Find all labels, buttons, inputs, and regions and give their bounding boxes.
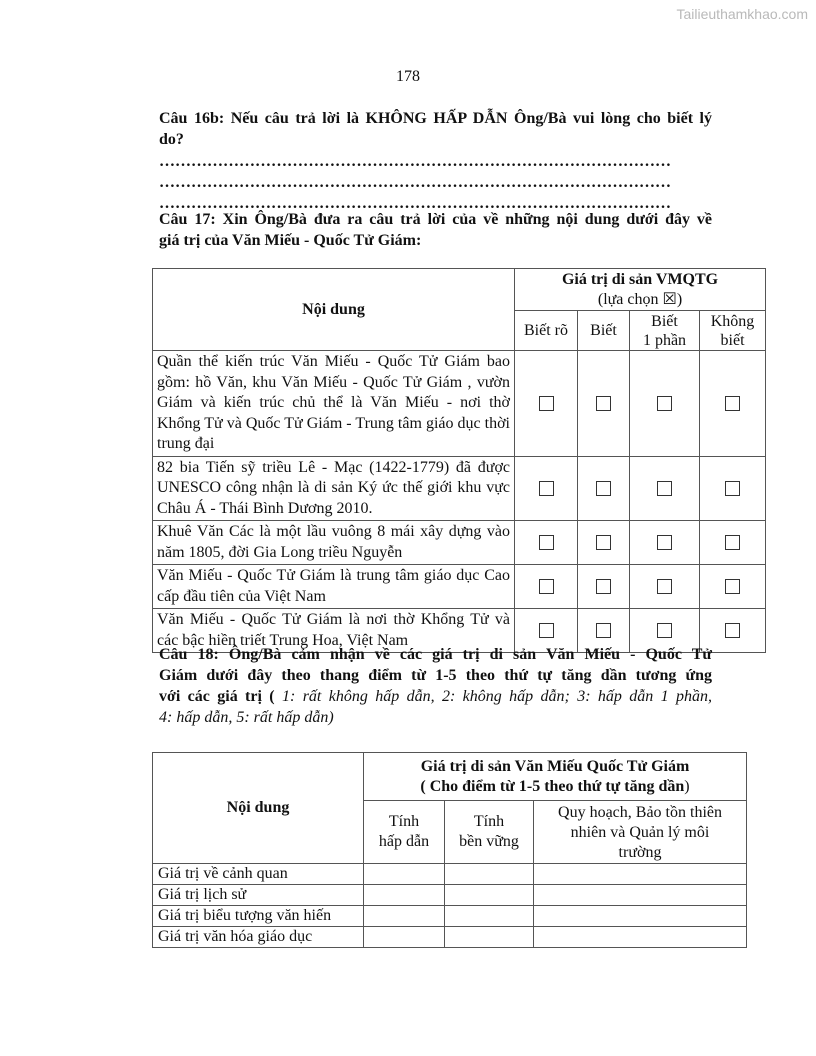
- score-cell-ben-vung[interactable]: [445, 906, 534, 927]
- group-title: Giá trị di sản Văn Miếu Quốc Tử Giám: [420, 757, 690, 775]
- option-label: Biết rõ: [524, 322, 568, 339]
- score-cell-ben-vung[interactable]: [445, 864, 534, 885]
- checkbox-biet[interactable]: [596, 396, 611, 411]
- col-header-content: Nội dung: [153, 269, 515, 351]
- criteria-cell: Giá trị văn hóa giáo dục: [153, 927, 364, 948]
- score-cell-hap-dan[interactable]: [364, 906, 445, 927]
- score-cell-ben-vung[interactable]: [445, 885, 534, 906]
- checkbox-biet-1-phan[interactable]: [657, 481, 672, 496]
- checkbox-biet-1-phan[interactable]: [657, 535, 672, 550]
- score-cell-quy-hoach[interactable]: [534, 927, 747, 948]
- q18-line3: [159, 686, 712, 707]
- col-label: Tính: [473, 813, 505, 830]
- col-label: Tính: [388, 813, 420, 830]
- score-cell-quy-hoach[interactable]: [534, 906, 747, 927]
- checkbox-biet-1-phan[interactable]: [657, 579, 672, 594]
- group-subtitle-end: ): [684, 777, 690, 795]
- checkbox-biet-1-phan[interactable]: [657, 623, 672, 638]
- option-label: Không: [710, 312, 755, 330]
- q18-line1: Câu 18: Ông/Bà cảm nhận về các giá trị di sản Văn Miếu - Quốc Tử: [159, 646, 712, 663]
- checkbox-biet-ro[interactable]: [539, 396, 554, 411]
- q17-line2: giá trị của Văn Miếu - Quốc Tử Giám:: [159, 232, 422, 249]
- group-subtitle-bold: ( Cho điểm từ 1-5 theo thứ tự tăng dần: [420, 777, 685, 795]
- checkbox-khong-biet[interactable]: [725, 481, 740, 496]
- q17-line1: Câu 17: Xin Ông/Bà đưa ra câu trả lời của về những nội dung dưới đây về: [159, 211, 712, 228]
- criteria-cell: Giá trị về cảnh quan: [153, 864, 364, 885]
- statement-cell: Quần thể kiến trúc Văn Miếu - Quốc Tử Giám bao gồm: hồ Văn, khu Văn Miếu - Quốc Tử Giám , vườn Giám và kiến trúc chủ thể là Văn Miếu - nơi thờ Khổng Tử và Quốc Tử Giám - Trung tâm giáo dục thời trung đại: [153, 351, 515, 457]
- checkbox-khong-biet[interactable]: [725, 579, 740, 594]
- option-header-biet-ro: [515, 311, 578, 351]
- checkbox-khong-biet[interactable]: [725, 623, 740, 638]
- col-label: Quy hoạch, Bảo tồn thiên: [558, 804, 722, 821]
- q16b-line2: do?: [159, 131, 184, 148]
- checkbox-biet-1-phan[interactable]: [657, 396, 672, 411]
- statement-cell: Văn Miếu - Quốc Tử Giám là nơi thờ Khổng Tử và các bậc hiền triết Trung Hoa, Việt Nam: [153, 609, 515, 653]
- q18-line4: 4: hấp dẫn, 5: rất hấp dẫn): [159, 709, 334, 726]
- option-label: Biết: [651, 312, 678, 330]
- option-header-khong-biet: [700, 311, 766, 351]
- statement-cell: Văn Miếu - Quốc Tử Giám là trung tâm giáo dục Cao cấp đầu tiên của Việt Nam: [153, 565, 515, 609]
- group-header: [364, 753, 747, 801]
- option-label-2: biết: [720, 331, 745, 349]
- score-cell-hap-dan[interactable]: [364, 885, 445, 906]
- group-title: Giá trị di sản VMQTG: [561, 270, 719, 288]
- score-cell-hap-dan[interactable]: [364, 927, 445, 948]
- watermark: Tailieuthamkhao.com: [676, 6, 808, 22]
- option-header-biet: [578, 311, 630, 351]
- col-label-2: bền vững: [459, 833, 519, 850]
- checkbox-biet-ro[interactable]: [539, 481, 554, 496]
- q18-line2: Giám dưới đây theo thang điểm từ 1-5 theo thứ tự tăng dần tương ứng: [159, 667, 712, 684]
- checkbox-biet[interactable]: [596, 579, 611, 594]
- answer-dots-3[interactable]: ……………………………………………………………………………………: [159, 195, 671, 212]
- group-subtitle: [368, 777, 742, 797]
- option-header-biet-1-phan: [630, 311, 700, 351]
- checkbox-biet-ro[interactable]: [539, 623, 554, 638]
- score-cell-quy-hoach[interactable]: [534, 864, 747, 885]
- score-cell-quy-hoach[interactable]: [534, 885, 747, 906]
- criteria-cell: Giá trị biểu tượng văn hiến: [153, 906, 364, 927]
- q16b-line1: Câu 16b: Nếu câu trả lời là KHÔNG HẤP DẪN Ông/Bà vui lòng cho biết lý: [159, 110, 712, 127]
- col-header-tinh-hap-dan: [364, 801, 445, 864]
- col-label-2: hấp dẫn: [378, 833, 430, 850]
- page-number: 178: [396, 68, 420, 85]
- statement-cell: 82 bia Tiến sỹ triều Lê - Mạc (1422-1779) đã được UNESCO công nhận là di sản Ký ức thế giới khu vực Châu Á - Thái Bình Dương 2010.: [153, 456, 515, 521]
- q17-table: [152, 268, 766, 653]
- statement-cell: Khuê Văn Các là một lầu vuông 8 mái xây dựng vào năm 1805, đời Gia Long triều Nguyễn: [153, 521, 515, 565]
- q18-scale-text: 1: rất không hấp dẫn, 2: không hấp dẫn; 3: hấp dẫn 1 phần,: [274, 688, 713, 705]
- col-label-3: trường: [618, 844, 662, 861]
- checkbox-biet-ro[interactable]: [539, 579, 554, 594]
- col-header-content: Nội dung: [153, 753, 364, 864]
- checkbox-khong-biet[interactable]: [725, 396, 740, 411]
- q18-table: [152, 752, 747, 948]
- col-header-tinh-ben-vung: [445, 801, 534, 864]
- answer-dots-1[interactable]: ……………………………………………………………………………………: [159, 153, 671, 170]
- col-header-quy-hoach: [534, 801, 747, 864]
- checkbox-khong-biet[interactable]: [725, 535, 740, 550]
- answer-dots-2[interactable]: ……………………………………………………………………………………: [159, 174, 671, 191]
- option-label: Biết: [590, 322, 617, 339]
- checkbox-biet[interactable]: [596, 623, 611, 638]
- option-label-2: 1 phần: [642, 331, 687, 349]
- checkbox-biet[interactable]: [596, 535, 611, 550]
- score-cell-ben-vung[interactable]: [445, 927, 534, 948]
- col-label-2: nhiên và Quản lý môi: [570, 824, 710, 841]
- criteria-cell: Giá trị lịch sử: [153, 885, 364, 906]
- checkbox-biet-ro[interactable]: [539, 535, 554, 550]
- q18-line3-bold: với các giá trị (: [159, 688, 275, 705]
- checkbox-biet[interactable]: [596, 481, 611, 496]
- group-subtitle: (lựa chọn ☒): [597, 290, 683, 308]
- score-cell-hap-dan[interactable]: [364, 864, 445, 885]
- group-header: [515, 269, 766, 311]
